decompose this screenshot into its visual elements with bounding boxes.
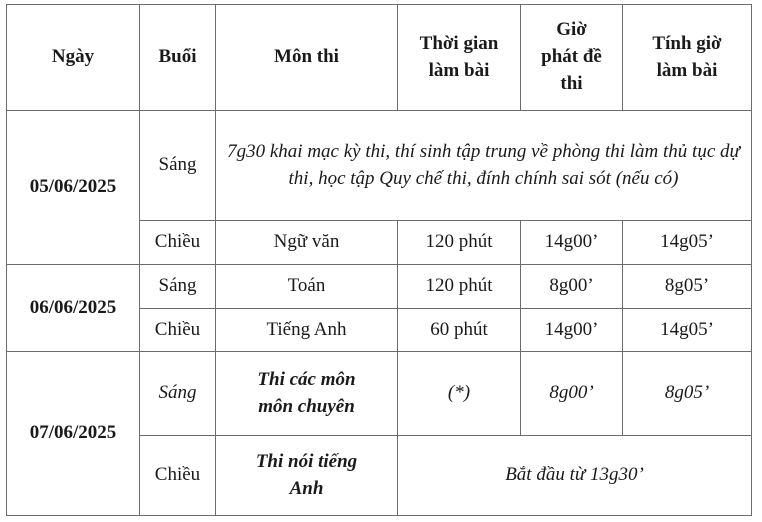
header-subject: Môn thi (216, 5, 398, 111)
header-duration-line2: làm bài (428, 59, 490, 81)
start-time-cell: 14g05’ (623, 309, 752, 352)
header-row (7, 5, 752, 111)
header-distribute-line1: Giờ (556, 19, 587, 41)
header-duration-line1: Thời gian (419, 32, 499, 54)
subject-cell: Toán (216, 265, 398, 309)
start-time-cell: 14g05’ (623, 221, 752, 265)
duration-cell: 60 phút (398, 309, 521, 352)
opening-note-cell: 7g30 khai mạc kỳ thi, thí sinh tập trung về phòng thi làm thủ tục dự thi, học tập Quy chế thi, đính chính sai sót (nếu có) (216, 111, 752, 221)
table-row (7, 265, 752, 309)
start-time-cell: 8g05’ (623, 265, 752, 309)
header-start (623, 5, 752, 111)
date-cell: 06/06/2025 (7, 265, 140, 352)
subject-line2: môn chuyên (258, 395, 355, 417)
subject-line1: Thi các môn (257, 368, 356, 390)
subject-cell: Tiếng Anh (216, 309, 398, 352)
distribute-time-cell: 8g00’ (521, 265, 623, 309)
session-cell: Chiều (140, 436, 216, 516)
distribute-time-cell: 8g00’ (521, 352, 623, 436)
header-distribute-line3: thi (560, 72, 583, 94)
speaking-test-note-cell: Bắt đầu từ 13g30’ (398, 436, 752, 516)
subject-cell: Ngữ văn (216, 221, 398, 265)
distribute-time-cell: 14g00’ (521, 309, 623, 352)
table-row (7, 352, 752, 436)
subject-line1: Thi nói tiếng (255, 450, 358, 472)
duration-cell: 120 phút (398, 265, 521, 309)
date-cell: 07/06/2025 (7, 352, 140, 516)
header-date: Ngày (7, 5, 140, 111)
subject-line2: Anh (289, 477, 324, 499)
exam-schedule-table (6, 4, 752, 516)
duration-cell: 120 phút (398, 221, 521, 265)
distribute-time-cell: 14g00’ (521, 221, 623, 265)
subject-cell (216, 352, 398, 436)
session-cell: Chiều (140, 221, 216, 265)
header-distribute (521, 5, 623, 111)
header-duration (398, 5, 521, 111)
session-cell: Sáng (140, 265, 216, 309)
session-cell: Chiều (140, 309, 216, 352)
duration-cell: (*) (398, 352, 521, 436)
date-cell: 05/06/2025 (7, 111, 140, 265)
header-start-line2: làm bài (656, 59, 718, 81)
header-start-line1: Tính giờ (652, 32, 722, 54)
session-cell: Sáng (140, 111, 216, 221)
header-session: Buổi (140, 5, 216, 111)
session-cell: Sáng (140, 352, 216, 436)
header-distribute-line2: phát đề (541, 46, 602, 68)
start-time-cell: 8g05’ (623, 352, 752, 436)
subject-cell (216, 436, 398, 516)
table-row (7, 111, 752, 221)
